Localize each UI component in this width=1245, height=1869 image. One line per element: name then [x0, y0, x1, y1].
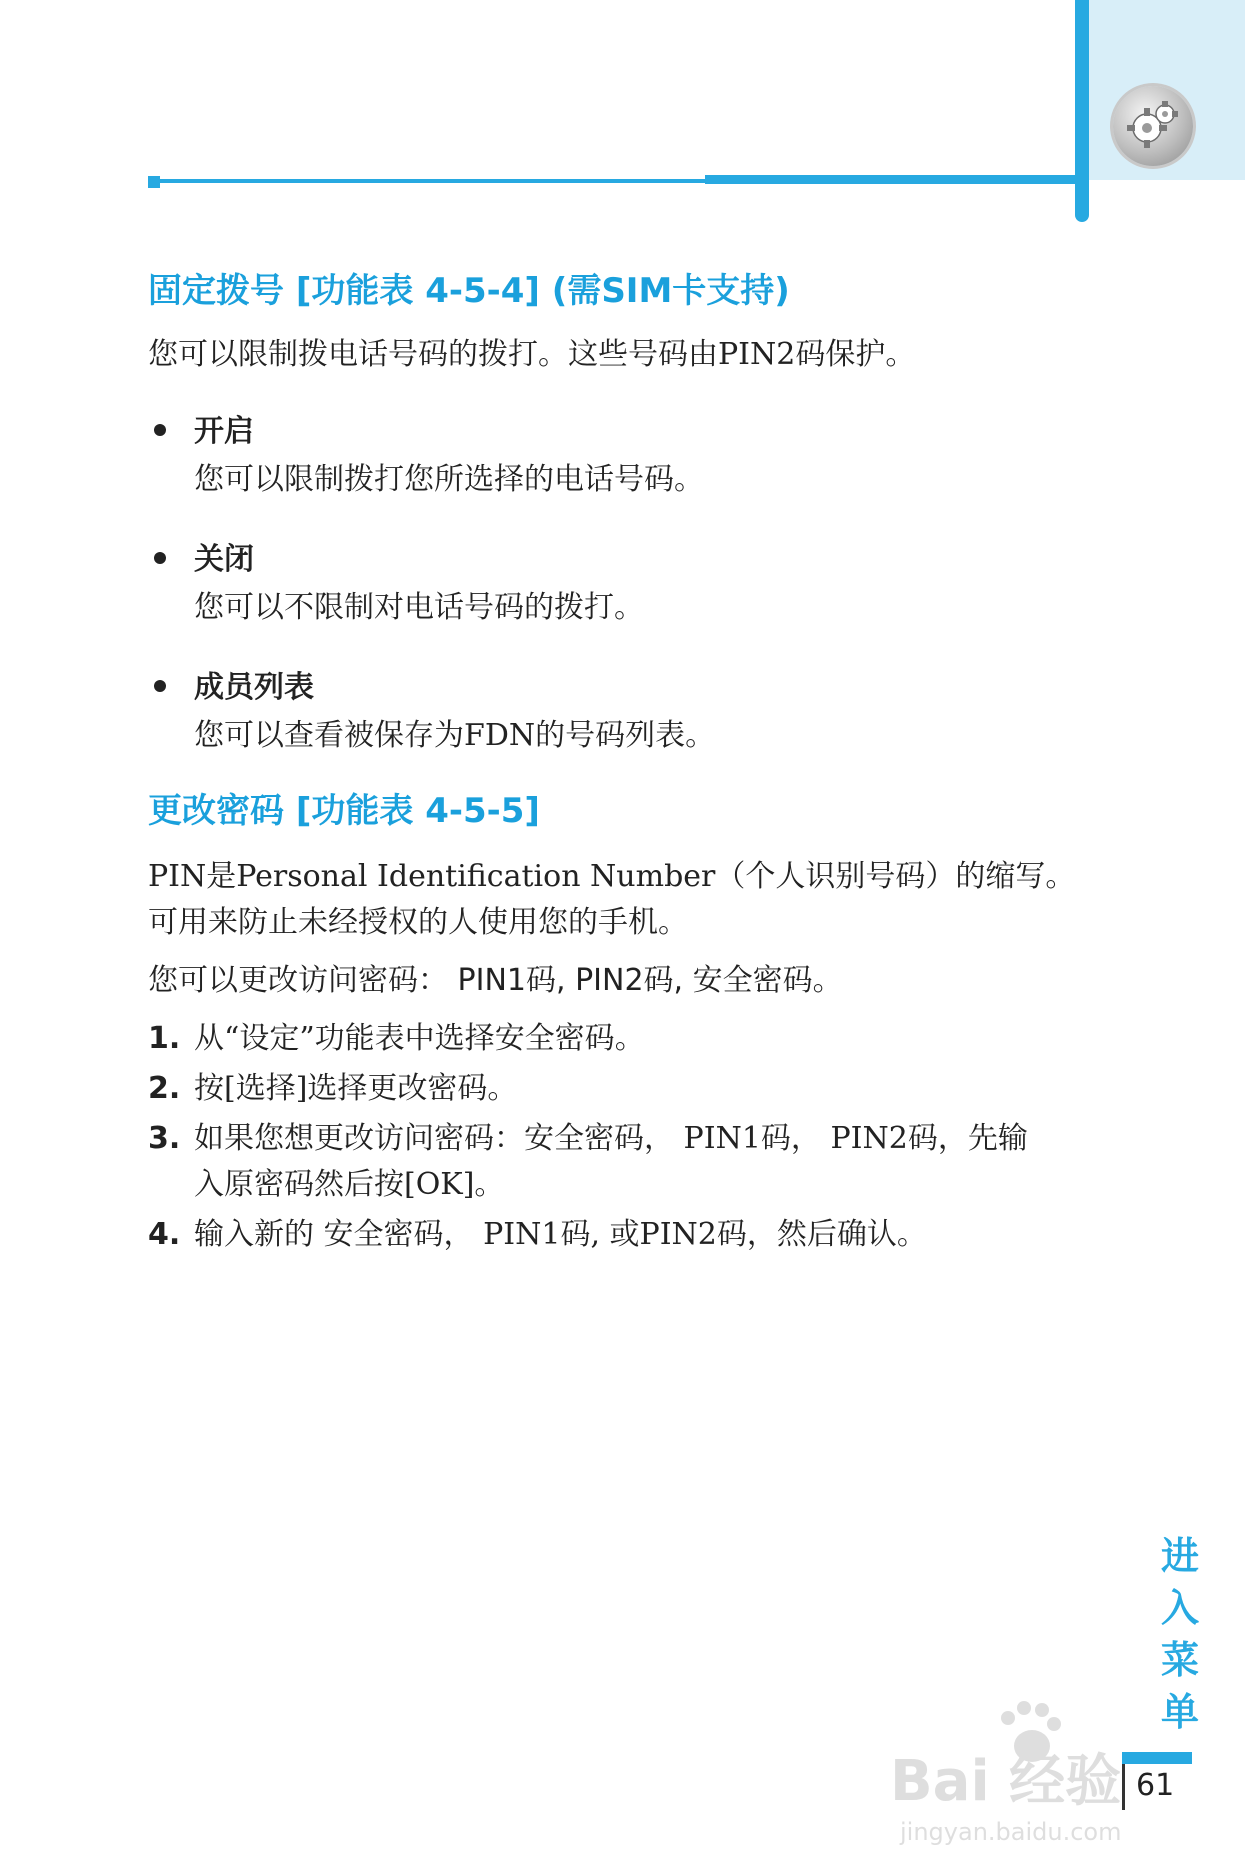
step-number: 1. — [148, 1021, 181, 1056]
step-text-c: 。 — [614, 1021, 645, 1056]
step-number: 4. — [148, 1217, 181, 1252]
step-text-line1: 如果您想更改访问密码：安全密码， PIN1码， PIN2码，先输 — [194, 1121, 1028, 1156]
header-rule-thin — [160, 179, 705, 183]
step-text — [194, 1021, 645, 1056]
watermark-url: jingyan.baidu.com — [900, 1818, 1122, 1846]
change-password-summary — [148, 958, 1078, 1004]
header-rule-marker — [148, 176, 160, 188]
step-number: 3. — [148, 1121, 181, 1156]
page-number-bar — [1122, 1752, 1192, 1764]
section-intro-fixed-dial: 您可以限制拨电话号码的拨打。这些号码由PIN2码保护。 — [148, 337, 916, 372]
pin-definition-line2: 可用来防止未经授权的人使用您的手机。 — [148, 905, 688, 940]
option-desc: 您可以不限制对电话号码的拨打。 — [194, 590, 644, 625]
step-2 — [148, 1066, 1078, 1112]
watermark-brand: Bai 经验 — [890, 1749, 1122, 1814]
steps-list — [148, 1016, 1078, 1258]
step-text-b: 更改密码 — [367, 1071, 488, 1106]
bullet-icon — [154, 424, 166, 436]
page-content — [148, 268, 1078, 1258]
option-member-list — [148, 666, 1078, 758]
option-on — [148, 410, 1078, 502]
step-text-line2: 入原密码然后按[OK]。 — [194, 1167, 505, 1202]
bullet-icon — [154, 680, 166, 692]
option-off — [148, 538, 1078, 630]
step-text-a: 从“设定”功能表中选择 — [194, 1021, 495, 1056]
side-label-char: 菜 — [1160, 1638, 1199, 1682]
option-desc: 您可以查看被保存为FDN的号码列表。 — [194, 718, 716, 753]
step-number: 2. — [148, 1071, 181, 1106]
step-text-c: 。 — [487, 1071, 518, 1106]
step-4 — [148, 1212, 1078, 1258]
step-text: 输入新的 安全密码， PIN1码, 或PIN2码，然后确认。 — [194, 1217, 927, 1252]
side-label-char: 单 — [1160, 1690, 1199, 1734]
bullet-icon — [154, 552, 166, 564]
step-text-b: 安全密码 — [494, 1021, 615, 1056]
page-number: 61 — [1136, 1768, 1175, 1803]
step-3 — [148, 1116, 1078, 1208]
option-title: 成员列表 — [194, 670, 314, 705]
gears-icon-graphic — [1113, 86, 1193, 166]
section-heading-change-password: 更改密码 [功能表 4-5-5] — [148, 791, 540, 831]
section-heading-fixed-dial: 固定拨号 [功能表 4-5-4] (需SIM卡支持) — [148, 271, 790, 311]
chapter-tab-border — [1075, 0, 1089, 222]
option-title: 开启 — [194, 414, 254, 449]
step-1 — [148, 1016, 1078, 1062]
side-label-char: 入 — [1160, 1586, 1199, 1630]
page-number-divider — [1122, 1764, 1125, 1810]
step-text — [194, 1071, 517, 1106]
header-rule-thick — [705, 175, 1075, 184]
baidu-watermark — [880, 1690, 1180, 1850]
pin-definition-line1: PIN是Personal Identification Number（个人识别号码）的缩写。 — [148, 859, 1076, 894]
option-desc: 您可以限制拨打您所选择的电话号码。 — [194, 462, 704, 497]
side-label-char: 进 — [1160, 1534, 1199, 1578]
option-title: 关闭 — [194, 542, 254, 577]
gears-icon — [1113, 86, 1193, 166]
change-prefix: 您可以更改访问密码： — [148, 963, 448, 998]
step-text-a: 按[选择]选择 — [194, 1071, 368, 1106]
change-items: PIN1码, PIN2码, 安全密码。 — [457, 963, 843, 998]
